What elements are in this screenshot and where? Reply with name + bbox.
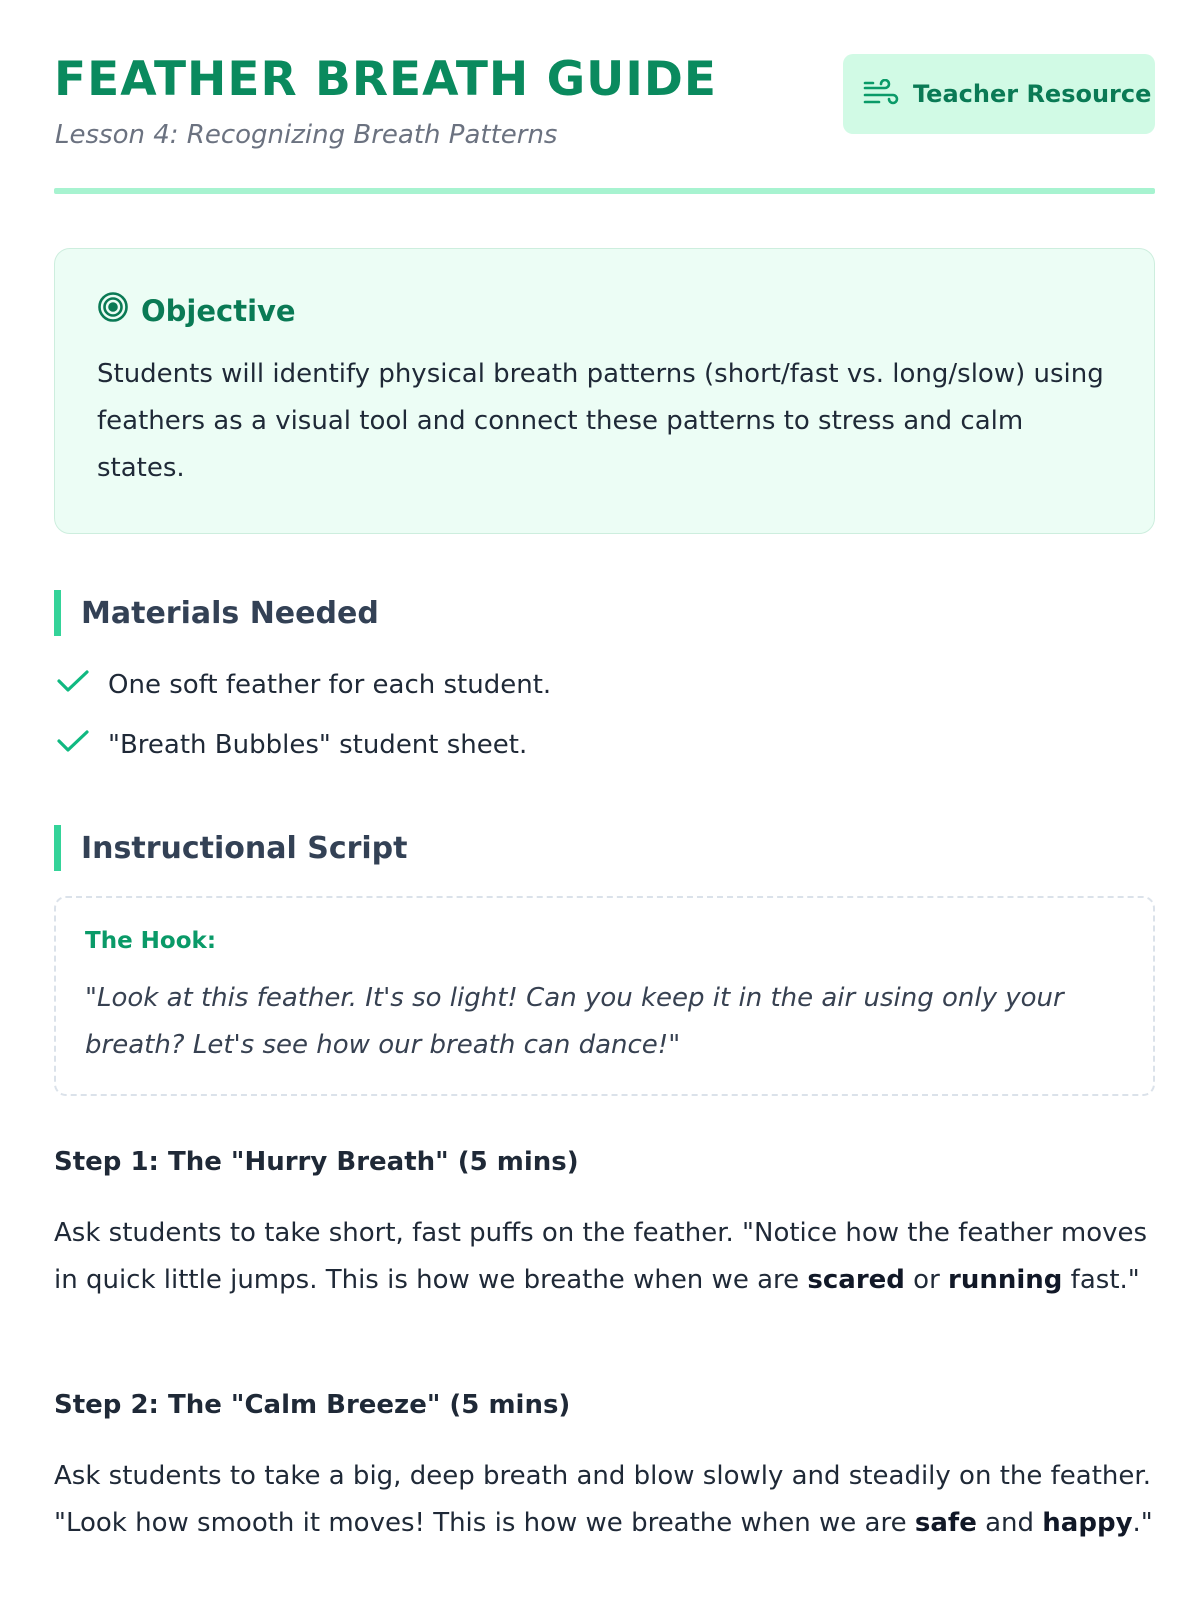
wind-icon [863, 79, 901, 109]
hook-box [54, 896, 1155, 1096]
step-2-text [54, 1453, 1154, 1547]
material-item [56, 728, 527, 761]
emphasis-word: safe [914, 1508, 977, 1538]
text-run: fast." [1062, 1265, 1140, 1295]
check-icon [56, 668, 90, 701]
hook-quote: "Look at this feather. It's so light! Can you keep it in the air using only your breath? Let's see how our breath can dance!" [85, 983, 1064, 1060]
badge-label: Teacher Resource [913, 80, 1152, 108]
check-icon [56, 728, 90, 761]
material-item [56, 668, 551, 701]
objective-heading [97, 291, 296, 330]
emphasis-word: happy [1042, 1508, 1133, 1538]
step-1-text [54, 1210, 1154, 1304]
materials-heading: Materials Needed [54, 590, 379, 636]
objective-box [54, 248, 1155, 534]
material-item-text: "Breath Bubbles" student sheet. [108, 729, 528, 760]
text-run: or [904, 1265, 949, 1295]
emphasis-word: scared [807, 1265, 905, 1295]
material-item-text: One soft feather for each student. [108, 669, 552, 700]
text-run: ." [1132, 1508, 1153, 1538]
step-1-heading: Step 1: The "Hurry Breath" (5 mins) [54, 1147, 579, 1177]
objective-heading-text: Objective [141, 293, 296, 328]
lesson-subtitle: Lesson 4: Recognizing Breath Patterns [55, 120, 558, 150]
page-title: FEATHER BREATH GUIDE [54, 52, 717, 107]
script-heading: Instructional Script [54, 825, 408, 871]
step-2-heading: Step 2: The "Calm Breeze" (5 mins) [54, 1390, 571, 1420]
target-icon [97, 291, 129, 330]
emphasis-word: running [948, 1265, 1063, 1295]
objective-text: Students will identify physical breath patterns (short/fast vs. long/slow) using feathers as a visual tool and connect these patterns to stress and calm states. [97, 359, 1104, 483]
header-divider [54, 188, 1155, 194]
text-run: Ask students to take short, fast puffs on the feather. "Notice how the feather moves in quick little jumps. This is how we breathe when we are [54, 1218, 1148, 1295]
text-run: Ask students to take a big, deep breath and blow slowly and steadily on the feather. "Look how smooth it moves! This is how we breathe when we are [54, 1461, 1151, 1538]
teacher-resource-badge [843, 54, 1155, 134]
hook-label: The Hook: [85, 928, 217, 954]
text-run: and [976, 1508, 1043, 1538]
